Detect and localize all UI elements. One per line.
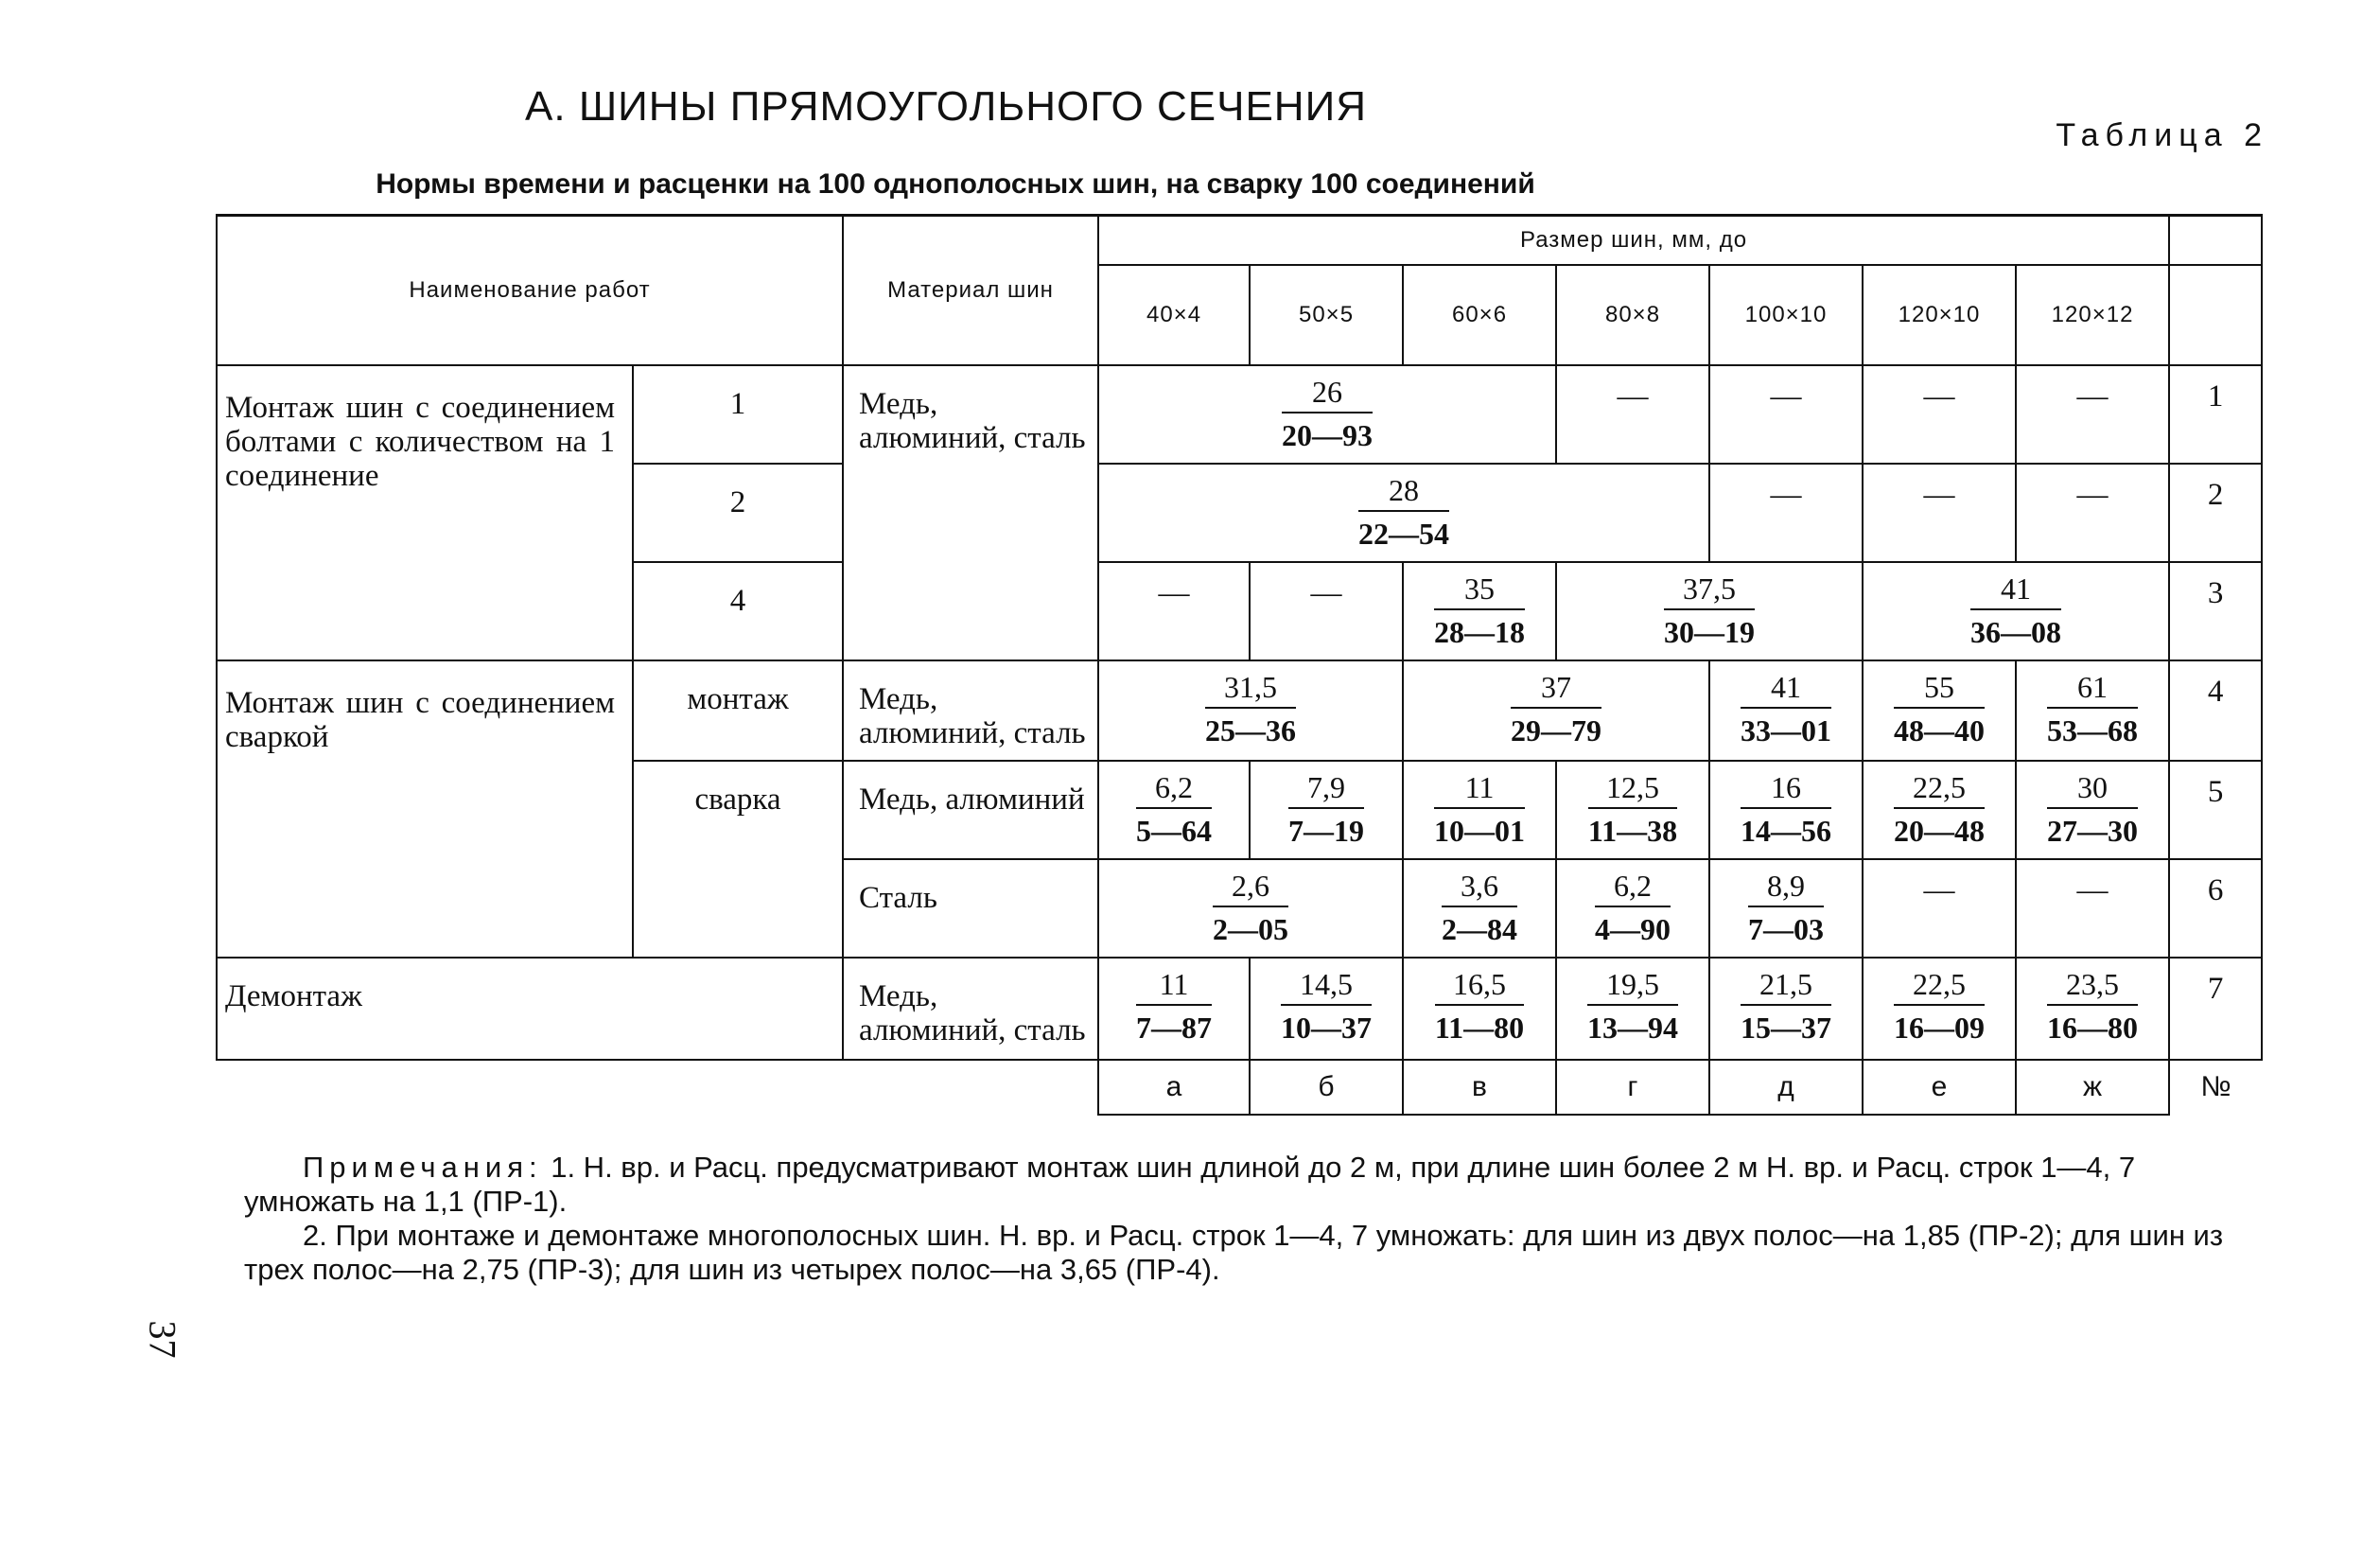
weld-subtype: монтаж [633, 660, 843, 761]
dash-cell: — [1709, 464, 1863, 562]
table-number: Таблица 2 [2056, 117, 2268, 153]
dash-cell: — [1709, 365, 1863, 464]
header-no-blank [2169, 216, 2262, 265]
norm-cell: $\frac{37}{29—79}$ [1403, 660, 1709, 761]
norm-cell: $\frac{22,5}{20—48}$ [1863, 761, 2016, 859]
dash-cell: — [2016, 859, 2169, 958]
work-name-dismantle: Демонтаж [217, 958, 843, 1060]
norm-cell: $\frac{11}{7—87}$ [1098, 958, 1250, 1060]
norm-cell: $\frac{19,5}{13—94}$ [1556, 958, 1709, 1060]
norm-cell: $\frac{8,9}{7—03}$ [1709, 859, 1863, 958]
note-1-text: 1. Н. вр. и Расц. предусматривают монтаж шин длиной до 2 м, при длине шин более 2 м Н. вр. и Расц. строк 1—4, 7 умножать на 1,1 (ПР-1). [244, 1151, 2136, 1218]
norm-cell: $\frac{55}{48—40}$ [1863, 660, 2016, 761]
size-header: 60×6 [1403, 265, 1556, 365]
norm-cell: $\frac{37,5}{30—19}$ [1556, 562, 1863, 660]
work-name-bolt: Монтаж шин с соединением болтами с количеством на 1 соединение [217, 365, 633, 660]
header-material: Материал шин [843, 216, 1098, 365]
material-cell: Медь, алюминий, сталь [843, 958, 1098, 1060]
size-header: 80×8 [1556, 265, 1709, 365]
notes [244, 1151, 2268, 1287]
norm-cell: $\frac{35}{28—18}$ [1403, 562, 1556, 660]
material-cell: Медь, алюминий [843, 761, 1098, 859]
norm-cell: $\frac{14,5}{10—37}$ [1250, 958, 1403, 1060]
material-cell: Медь, алюминий, сталь [843, 660, 1098, 761]
section-title: А. ШИНЫ ПРЯМОУГОЛЬНОГО СЕЧЕНИЯ [525, 83, 1367, 130]
norm-cell: $\frac{31,5}{25—36}$ [1098, 660, 1403, 761]
size-header: 40×4 [1098, 265, 1250, 365]
weld-subtype: сварка [633, 761, 843, 958]
norm-cell: $\frac{61}{53—68}$ [2016, 660, 2169, 761]
bolt-count: 2 [633, 464, 843, 562]
note-2: 2. При монтаже и демонтаже многополосных шин. Н. вр. и Расц. строк 1—4, 7 умножать: для шин из двух полос—на 1,85 (ПР-2); для шин из трех полос—на 2,75 (ПР-3); для шин из четырех полос—на 3,65 (ПР-4). [244, 1219, 2224, 1286]
header-work-name: Наименование работ [217, 216, 843, 365]
norm-cell: $\frac{6,2}{4—90}$ [1556, 859, 1709, 958]
norm-cell: $\frac{41}{36—08}$ [1863, 562, 2169, 660]
column-letter: д [1709, 1060, 1863, 1115]
norm-cell: $\frac{41}{33—01}$ [1709, 660, 1863, 761]
norm-cell: $\frac{21,5}{15—37}$ [1709, 958, 1863, 1060]
norm-cell: $\frac{22,5}{16—09}$ [1863, 958, 2016, 1060]
dash-cell: — [1098, 562, 1250, 660]
footer-blank [217, 1060, 1098, 1115]
column-letter: в [1403, 1060, 1556, 1115]
bolt-count: 1 [633, 365, 843, 464]
dash-cell: — [2016, 365, 2169, 464]
norm-cell: $\frac{23,5}{16—80}$ [2016, 958, 2169, 1060]
dash-cell: — [2016, 464, 2169, 562]
row-number: 3 [2169, 562, 2262, 660]
header-size-group: Размер шин, мм, до [1098, 216, 2169, 265]
column-letter: а [1098, 1060, 1250, 1115]
norm-cell: $\frac{30}{27—30}$ [2016, 761, 2169, 859]
row-number: 2 [2169, 464, 2262, 562]
dash-cell: — [1863, 365, 2016, 464]
norms-table [216, 214, 2263, 1116]
table-subtitle: Нормы времени и расценки на 100 однополосных шин, на сварку 100 соединений [376, 168, 1535, 200]
row-number: 7 [2169, 958, 2262, 1060]
norm-cell: $\frac{26}{20—93}$ [1098, 365, 1556, 464]
row-number: 4 [2169, 660, 2262, 761]
norm-cell: $\frac{11}{10—01}$ [1403, 761, 1556, 859]
norm-cell: $\frac{16}{14—56}$ [1709, 761, 1863, 859]
note-1 [244, 1151, 2268, 1219]
dash-cell: — [1556, 365, 1709, 464]
column-letter: г [1556, 1060, 1709, 1115]
dash-cell: — [1250, 562, 1403, 660]
header-no-blank [2169, 265, 2262, 365]
dash-cell: — [1863, 464, 2016, 562]
bolt-count: 4 [633, 562, 843, 660]
material-cell: Сталь [843, 859, 1098, 958]
column-letter: б [1250, 1060, 1403, 1115]
size-header: 120×10 [1863, 265, 2016, 365]
material-cell: Медь, алюминий, сталь [843, 365, 1098, 660]
norm-cell: $\frac{16,5}{11—80}$ [1403, 958, 1556, 1060]
notes-label: Примечания: [303, 1151, 543, 1184]
size-header: 100×10 [1709, 265, 1863, 365]
row-number: 6 [2169, 859, 2262, 958]
norm-cell: $\frac{2,6}{2—05}$ [1098, 859, 1403, 958]
work-name-weld: Монтаж шин с соединением сваркой [217, 660, 633, 958]
size-header: 50×5 [1250, 265, 1403, 365]
size-header: 120×12 [2016, 265, 2169, 365]
row-number: 5 [2169, 761, 2262, 859]
norm-cell: $\frac{12,5}{11—38}$ [1556, 761, 1709, 859]
norm-cell: $\frac{6,2}{5—64}$ [1098, 761, 1250, 859]
column-letter: ж [2016, 1060, 2169, 1115]
column-letter: е [1863, 1060, 2016, 1115]
page-number: 37 [141, 1320, 184, 1359]
norm-cell: $\frac{7,9}{7—19}$ [1250, 761, 1403, 859]
norm-cell: $\frac{3,6}{2—84}$ [1403, 859, 1556, 958]
norm-cell: $\frac{28}{22—54}$ [1098, 464, 1709, 562]
dash-cell: — [1863, 859, 2016, 958]
column-number-sign: № [2169, 1060, 2262, 1115]
row-number: 1 [2169, 365, 2262, 464]
